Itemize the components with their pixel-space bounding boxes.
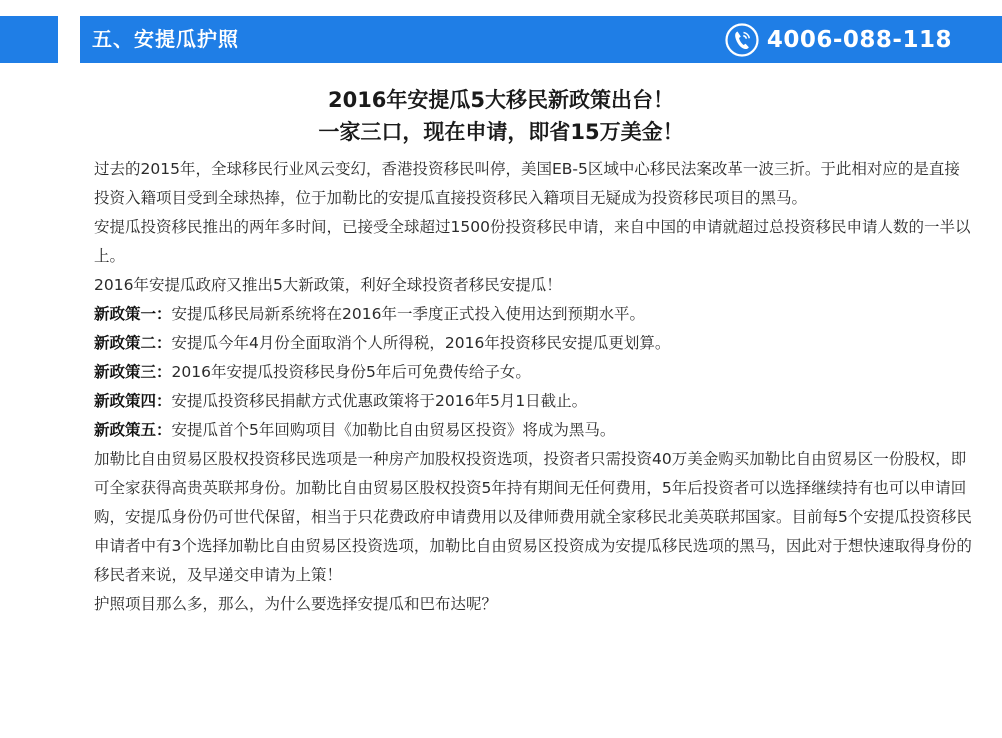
hotline[interactable] — [725, 16, 952, 63]
phone-number[interactable]: 4006-088-118 — [766, 26, 952, 53]
policy-text: 安提瓜移民局新系统将在2016年一季度正式投入使用达到预期水平。 — [171, 305, 645, 323]
policy-label: 新政策四： — [94, 392, 172, 410]
paragraph-applications: 安提瓜投资移民推出的两年多时间，已接受全球超过1500份投资移民申请，来自中国的申请就超过总投资移民申请人数的一半以上。 — [94, 218, 971, 265]
policy-item — [94, 416, 974, 445]
article-body — [94, 155, 974, 619]
policy-item — [94, 300, 974, 329]
policy-text: 安提瓜今年4月份全面取消个人所得税，2016年投资移民安提瓜更划算。 — [171, 334, 671, 352]
policy-label: 新政策二： — [94, 334, 172, 352]
policy-item — [94, 358, 974, 387]
phone-icon — [725, 23, 759, 57]
policy-item — [94, 387, 974, 416]
policy-item — [94, 329, 974, 358]
headline-line-1: 2016年安提瓜5大移民新政策出台！ — [327, 88, 675, 112]
section-header — [80, 16, 1002, 63]
policy-label: 新政策三： — [94, 363, 172, 381]
paragraph-question: 护照项目那么多，那么，为什么要选择安提瓜和巴布达呢？ — [94, 595, 498, 613]
policy-label: 新政策五： — [94, 421, 172, 439]
policy-label: 新政策一： — [94, 305, 172, 323]
policy-text: 安提瓜首个5年回购项目《加勒比自由贸易区投资》将成为黑马。 — [171, 421, 616, 439]
paragraph-free-trade-zone: 加勒比自由贸易区股权投资移民选项是一种房产加股权投资选项，投资者只需投资40万美金购买加勒比自由贸易区一份股权，即可全家获得高贵英联邦身份。加勒比自由贸易区股权投资5年持有期间无任何费用，5年后投资者可以选择继续持有也可以申请回购，安提瓜身份仍可世代保留，相当于只花费政府申请费用以及律师费用就全家移民北美英联邦国家。目前每5个安提瓜投资移民申请者中有3个选择加勒比自由贸易区投资选项，加勒比自由贸易区投资成为安提瓜移民选项的黑马，因此对于想快速取得身份的移民者来说，及早递交申请为上策！ — [94, 450, 972, 584]
section-title: 五、安提瓜护照 — [92, 27, 239, 51]
header-left-accent — [0, 16, 58, 63]
policy-text: 安提瓜投资移民捐献方式优惠政策将于2016年5月1日截止。 — [171, 392, 588, 410]
headline-line-2: 一家三口，现在申请，即省15万美金！ — [318, 120, 684, 144]
policy-text: 2016年安提瓜投资移民身份5年后可免费传给子女。 — [171, 363, 531, 381]
paragraph-new-policies: 2016年安提瓜政府又推出5大新政策，利好全球投资者移民安提瓜！ — [94, 276, 562, 294]
paragraph-intro: 过去的2015年，全球移民行业风云变幻，香港投资移民叫停，美国EB-5区域中心移民法案改革一波三折。于此相对应的是直接投资入籍项目受到全球热捧，位于加勒比的安提瓜直接投资移民入籍项目无疑成为投资移民项目的黑马。 — [94, 160, 960, 207]
